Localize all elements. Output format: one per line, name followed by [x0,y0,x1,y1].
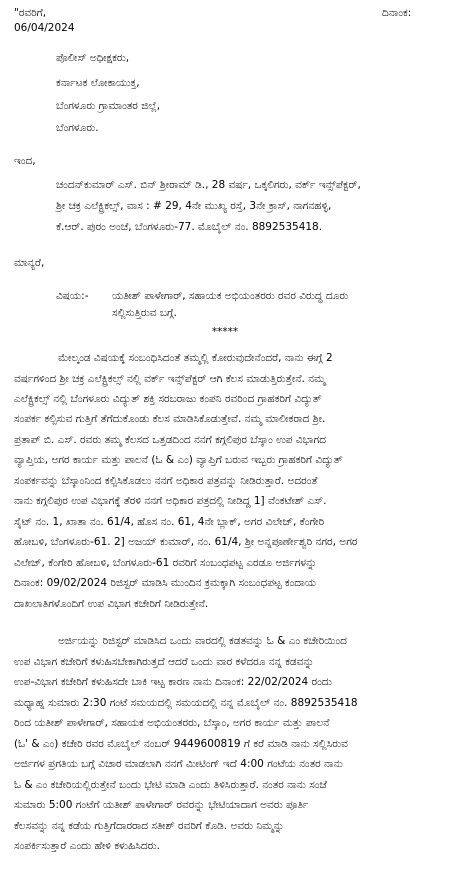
paragraph-1-line: ದಾಖಲಾತಿಗಳೊಂದಿಗೆ ಉಪ ವಿಭಾಗ ಕಚೇರಿಗೆ ನೀಡಿರುತ್ತೇನೆ. [14,598,209,610]
subject-line: ಯತೀಶ್ ಪಾಳೇಗಾರ್, ಸಹಾಯಕ ಅಭಿಯಂತರರು ರವರ ವಿರುದ್ಧ ದೂರು [112,290,349,302]
paragraph-1-line: ಹೋಬಳಿ, ಬೆಂಗಳೂರು-61. 2] ಅಜಯ್ ಕುಮಾರ್, ನಂ. 61/4, ಶ್ರೀ ಅನ್ನಪೂರ್ಣೇಶ್ವರಿ ನಗರ, ಅಗರ [14,536,358,548]
paragraph-1-line: ದಿನಾಂಕ: 09/02/2024 ರಿಜಿಸ್ಟರ್ ಮಾಡಿಸಿ ಮುಂದಿನ ಕ್ರಮಕ್ಕಾಗಿ ಸಂಬಂಧಪಟ್ಟ ಕಂದಾಯ [14,577,317,589]
paragraph-2-line: ಉಪ ವಿಭಾಗ ಕಚೇರಿಗೆ ಕಳುಹಿಸಬೇಕಾಗಿರುತ್ತದೆ ಆದರೆ ಒಂದು ವಾರ ಕಳೆದರೂ ನನ್ನ ಕಡವನ್ನು [14,656,314,668]
paragraph-2-line: ಸುಮಾರು 5:00 ಗಂಟೆಗೆ ಯತೀಶ್ ಪಾಳೇಗಾರ್ ರವರನ್ನು ಭೇಟಿಯಾದಾಗ ಅವರು ಪೂರ್ತಿ [14,799,309,811]
subject-label: ವಿಷಯ:- [56,290,89,302]
recipient-line: ಬೆಂಗಳೂರು. [56,122,99,134]
subject-line: ಸಲ್ಲಿಸುತ್ತಿರುವ ಬಗ್ಗೆ. [112,307,178,319]
letter-date: 06/04/2024 [14,22,75,34]
sender-line: ಶ್ರೀ ಚಕ್ರ ಎಲೆಕ್ಟ್ರಿಕಲ್ಸ್, ವಾಸ : # 29, 4ನೇ ಮುಖ್ಯ ರಸ್ತೆ, 3ನೇ ಕ್ರಾಸ್, ನಾಗನಹಳ್ಳಿ, [56,200,332,212]
paragraph-1-line: ವಿಲೇಜ್, ಕೆಂಗೇರಿ ಹೋಬಳಿ, ಬೆಂಗಳೂರು-61 ರವರಿಗೆ ಸಂಬಂಧಪಟ್ಟ ಎರಡೂ ಅರ್ಜಿಗಳನ್ನು [14,557,317,569]
sender-line: ಕೆ.ಆರ್. ಪುರಂ ಅಂಚೆ, ಬೆಂಗಳೂರು-77. ಮೊಬೈಲ್ ನಂ. 8892535418. [56,221,323,233]
paragraph-2-line: ಓ & ಎಂ ಕಚೇರಿಯಲ್ಲಿರುತ್ತೇನೆ ಬಂದು ಭೇಟಿ ಮಾಡಿ ಎಂದು ತಿಳಿಸಿರುತ್ತಾರೆ. ನಂತರ ನಾನು ಸಂಜೆ [14,779,327,791]
recipient-line: ಪೊಲೀಸ್ ಅಧೀಕ್ಷಕರು, [56,52,130,64]
paragraph-1-line: ಪ್ರತಾಪ್ ಬಿ. ಎಸ್. ರವರು ತಮ್ಮ ಕೆಲಸದ ಒತ್ತಡದಿಂದ ನನಗೆ ಕಗ್ಗಲಿಪುರ ಬೆಸ್ಕಾಂ ಉಪ ವಿಭಾಗದ [14,434,326,446]
paragraph-2-line: ಅರ್ಜಿಗಳ ಪ್ರಗತಿಯ ಬಗ್ಗೆ ವಿಚಾರ ಮಾಡಲಾಗಿ ನನಗೆ ಮೀಟಿಂಗ್ ಇದೆ 4:00 ಗಂಟೆಯ ನಂತರ ನಾನು [14,758,343,770]
paragraph-2-line: ಕೆಲಸವನ್ನು ನನ್ನ ಕಡೆಯ ಗುತ್ತಿಗೆದಾರರಾದ ಸತೀಶ್ ರವರಿಗೆ ಕೊಡಿ. ಅವರು ನಿಮ್ಮನ್ನು [14,820,285,832]
recipient-line: ಕರ್ನಾಟಕ ಲೋಕಾಯುಕ್ತ, [56,77,140,89]
paragraph-1-line: ಸಂಪರ್ಕ ಕಲ್ಪಿಸುವ ಗುತ್ತಿಗೆ ತೆಗೆದುಕೊಂಡು ಕೆಲಸ ಮಾಡಿಸಿಕೊಡುತ್ತೇವೆ. ನಮ್ಮ ಮಾಲೀಕರಾದ ಶ್ರೀ. [14,413,326,425]
separator: ***** [211,326,239,338]
to-label: "ರವರಿಗೆ, [14,7,47,19]
sender-line: ಚಂದನ್‌ಕುಮಾರ್ ಎಸ್. ಬಿನ್ ಶ್ರೀರಾಮ್ ಡಿ., 28 ವರ್ಷ, ಒಕ್ಕಲಿಗರು, ವರ್ಕ್ ಇನ್ಸ್‌ಪೆಕ್ಟರ್, [56,179,361,191]
paragraph-2-line: ಉಪ-ವಿಭಾಗ ಕಚೇರಿಗೆ ಕಳುಹಿಸದೇ ಬಾಕಿ ಇಟ್ಟ ಕಾರಣ ನಾನು ದಿನಾಂಕ: 22/02/2024 ರಂದು [14,676,332,688]
paragraph-1-line: ಎಲೆಕ್ಟ್ರಿಕಲ್ಸ್ ನಲ್ಲಿ ಬೆಂಗಳೂರು ವಿದ್ಯುತ್ ಶಕ್ತಿ ಸರಬರಾಜು ಕಂಪನಿ ರವರಿಂದ ಗ್ರಾಹಕರಿಗೆ ವಿದ್ಯುತ್ [14,393,322,405]
paragraph-1-line: ವ್ಯಾಪ್ತಿಯ, ಅಗರ ಕಾರ್ಯ ಮತ್ತು ಪಾಲನೆ (ಓ & ಎಂ) ವ್ಯಾಪ್ತಿಗೆ ಬರುವ ಇಬ್ಬರು ಗ್ರಾಹಕರಿಗೆ ವಿದ್ಯುತ್ [14,454,343,466]
from-label: ಇಂದ, [14,155,36,167]
paragraph-1-line: ನಾನು ಕಗ್ಗಲಿಪುರ ಉಪ ವಿಭಾಗಕ್ಕೆ ತೆರಳಿ ನನಗೆ ಅಧಿಕಾರ ಪತ್ರದಲ್ಲಿ ನೀಡಿದ್ದ 1] ವೆಂಕಟೇಶ್ ಎಸ್. [14,495,327,507]
recipient-line: ಬೆಂಗಳೂರು ಗ್ರಾಮಾಂತರ ಜಿಲ್ಲೆ, [56,100,161,112]
paragraph-2-line: ರಿಂದ ಯತೀಶ್ ಪಾಳೇಗಾರ್, ಸಹಾಯಕ ಅಭಿಯಂತರರು, ಬೆಸ್ಕಾಂ, ಅಗರ ಕಾರ್ಯ ಮತ್ತು ಪಾಲನೆ [14,717,330,729]
paragraph-2-line: ಮಧ್ಯಾಹ್ನ ಸುಮಾರು 2:30 ಗಂಟೆ ಸಮಯದಲ್ಲಿ ಸಮಯದಲ್ಲಿ ನನ್ನ ಮೊಬೈಲ್ ನಂ. 8892535418 [14,697,358,709]
date-label: ದಿನಾಂಕ: [382,7,412,19]
paragraph-2-line: (ಓ' & ಎಂ) ಕಚೇರಿ ರವರ ಮೊಬೈಲ್ ನಂಬರ್ 9449600819 ಗೆ ಕರೆ ಮಾಡಿ ನಾನು ಸಲ್ಲಿಸಿರುವ [14,738,348,750]
paragraph-1-line: ಮೇಲ್ಕಂಡ ವಿಷಯಕ್ಕೆ ಸಂಬಂಧಿಸಿದಂತೆ ತಮ್ಮಲ್ಲಿ ಕೋರುವುದೇನೆಂದರೆ, ನಾನು ಈಗ್ಗೆ 2 [58,352,333,364]
paragraph-2-line: ಸಂಪರ್ಕಿಸುತ್ತಾರೆ ಎಂದು ಹೇಳಿ ಕಳುಹಿಸಿದರು. [14,840,160,852]
paragraph-1-line: ವರ್ಷಗಳಿಂದ ಶ್ರೀ ಚಕ್ರ ಎಲೆಕ್ಟ್ರಿಕಲ್ಸ್ ನಲ್ಲಿ ವರ್ಕ್ ಇನ್ಸ್‌ಪೆಕ್ಟರ್ ಆಗಿ ಕೆಲಸ ಮಾಡುತ್ತಿರುತ್ತೇನೆ. ನಮ್ಮ [14,373,326,385]
paragraph-2-line: ಅರ್ಜಿಯನ್ನು ರಿಜಿಸ್ಟರ್ ಮಾಡಿಸಿದ ಒಂದು ವಾರದಲ್ಲಿ ಕಡತವನ್ನು ಓ & ಎಂ ಕಚೇರಿಯಿಂದ [58,635,347,647]
salutation: ಮಾನ್ಯರೆ, [14,257,45,269]
paragraph-1-line: ಸಂಪರ್ಕವನ್ನು ಬೆಸ್ಕಾಂನಿಂದ ಕಲ್ಪಿಸಿಕೊಡಲು ನನಗೆ ಅಧಿಕಾರ ಪತ್ರವನ್ನು ನೀಡಿರುತ್ತಾರೆ. ಅದರಂತೆ [14,475,318,487]
paragraph-1-line: ಸೈಟ್ ನಂ. 1, ಖಾತಾ ನಂ. 61/4, ಹೊಸ ನಂ. 61, 4ನೇ ಬ್ಲಾಕ್, ಅಗರ ವಿಲೇಜ್, ಕೆಂಗೇರಿ [14,516,325,528]
